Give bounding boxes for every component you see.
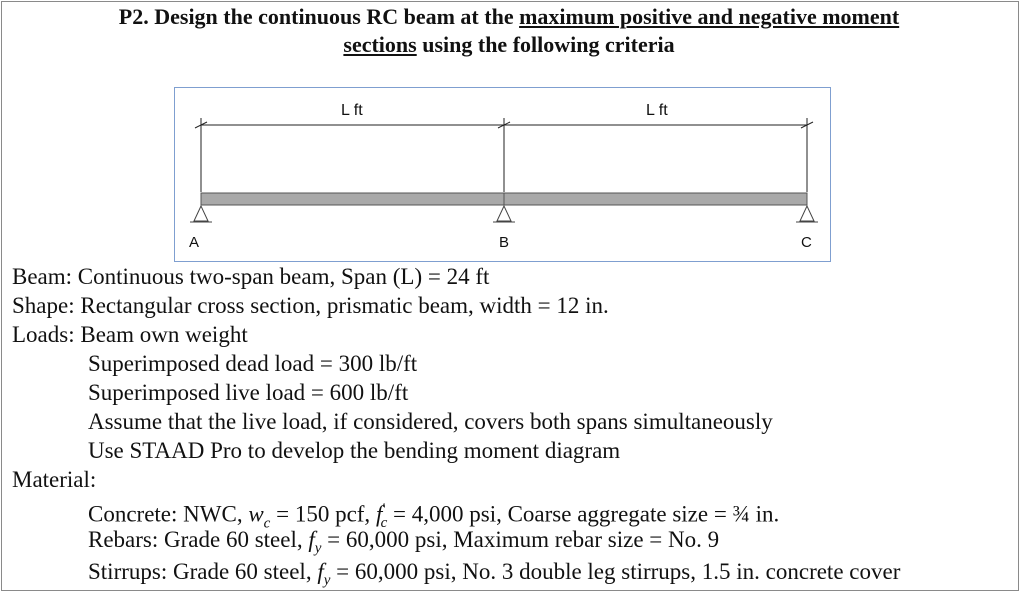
loads-spec bbox=[12, 320, 248, 349]
loads-label: Loads: bbox=[12, 322, 75, 347]
fy-subscript: y bbox=[314, 540, 322, 557]
problem-title-line-1 bbox=[0, 3, 1018, 31]
fc-prime: ′ bbox=[382, 501, 386, 517]
pin-support-c bbox=[796, 206, 818, 222]
stirrups-spec bbox=[88, 557, 900, 596]
load-item: Assume that the live load, if considered, covers both spans simultaneously bbox=[88, 409, 773, 434]
stirrup-fy-symbol: f bbox=[317, 559, 324, 584]
concrete-text-a: Concrete: NWC, bbox=[88, 501, 249, 527]
beam-diagram-svg bbox=[175, 88, 832, 263]
rebars-text-a: Rebars: Grade 60 steel, bbox=[88, 527, 309, 552]
support-b-label: B bbox=[499, 234, 510, 251]
span-left-label: L ft bbox=[341, 102, 363, 119]
unit-weight-symbol: w bbox=[248, 501, 264, 527]
pin-support-a bbox=[190, 206, 212, 222]
support-a-label: A bbox=[189, 234, 200, 251]
stirrup-fy-subscript: y bbox=[323, 572, 331, 589]
concrete-text-c: = 4,000 psi, Coarse aggregate size = ¾ in. bbox=[387, 501, 780, 527]
stirrups-text-a: Stirrups: Grade 60 steel, bbox=[88, 559, 318, 584]
beam-text: Continuous two-span beam, Span (L) = 24 ft bbox=[77, 264, 490, 289]
shape-label: Shape: bbox=[12, 293, 75, 318]
stirrups-text-b: = 60,000 psi, No. 3 double leg stirrups, 1.5 in. concrete cover bbox=[330, 559, 901, 584]
material-label: Material: bbox=[12, 467, 97, 492]
loads-first: Beam own weight bbox=[80, 322, 248, 347]
beam-diagram bbox=[174, 87, 831, 262]
unit-weight-subscript: c bbox=[263, 515, 271, 532]
pin-support-b bbox=[493, 206, 515, 222]
fy-symbol: f bbox=[308, 527, 315, 552]
concrete-text-b: = 150 pcf, bbox=[270, 501, 376, 527]
fc-symbol: f bbox=[375, 501, 383, 527]
load-item: Superimposed live load = 600 lb/ft bbox=[88, 380, 409, 405]
title-suffix: using the following criteria bbox=[416, 32, 675, 57]
problem-title-line-2 bbox=[0, 31, 1018, 59]
beam-spec bbox=[12, 262, 489, 291]
title-underlined-1: maximum positive and negative moment bbox=[519, 4, 900, 29]
span-right-label: L ft bbox=[646, 102, 668, 119]
load-item: Superimposed dead load = 300 lb/ft bbox=[88, 351, 418, 376]
shape-text: Rectangular cross section, prismatic beam, width = 12 in. bbox=[80, 293, 609, 318]
support-c-label: C bbox=[801, 234, 812, 251]
title-underlined-2: sections bbox=[343, 32, 417, 57]
rebars-text-b: = 60,000 psi, Maximum rebar size = No. 9 bbox=[321, 527, 720, 552]
title-prefix: P2. Design the continuous RC beam at the bbox=[118, 4, 520, 29]
load-item: Use STAAD Pro to develop the bending moment diagram bbox=[88, 438, 621, 463]
beam-label: Beam: bbox=[12, 264, 73, 289]
fc-subscript: c bbox=[380, 515, 388, 532]
shape-spec bbox=[12, 291, 609, 320]
